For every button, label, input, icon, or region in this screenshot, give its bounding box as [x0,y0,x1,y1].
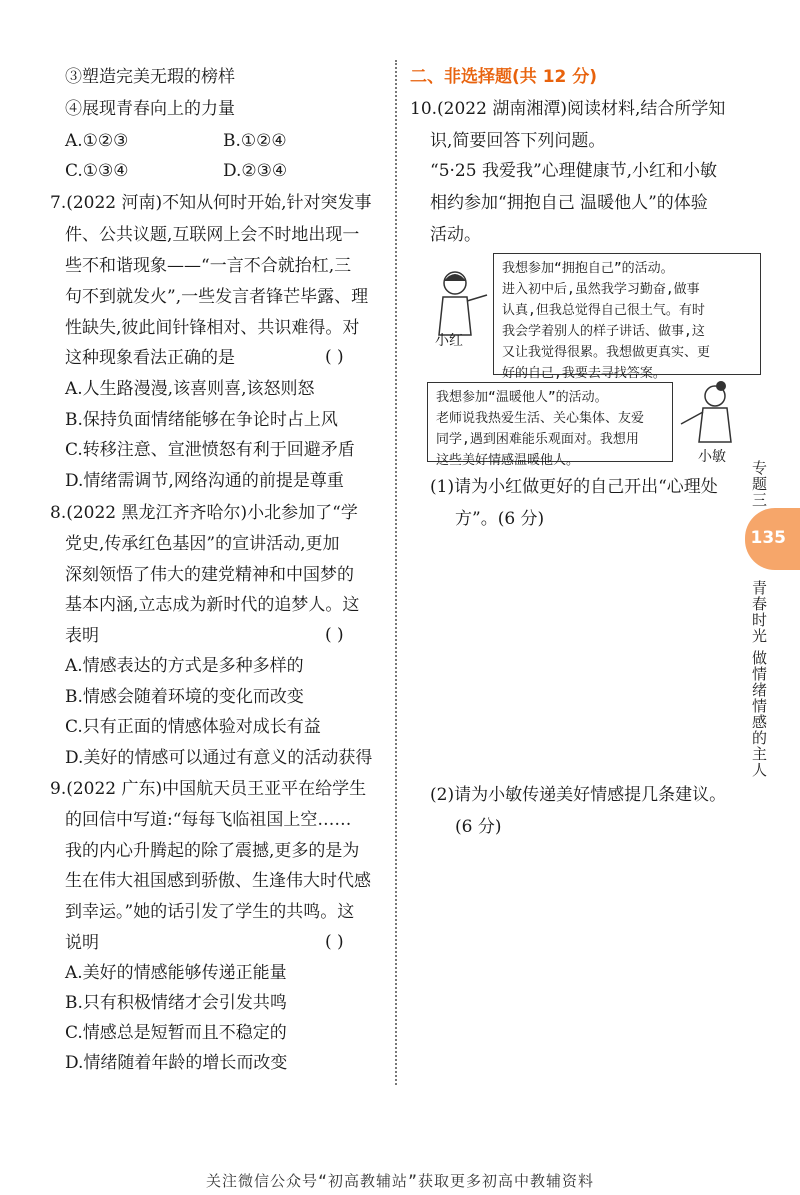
bubble2-line-3: 同学,遇到困难能乐观面对。我想用 [436,432,639,447]
q9-line-6: 说明 [65,933,99,953]
q9-answer-paren: ( ) [325,932,344,952]
bubble1-line-4: 我会学着别人的样子讲话、做事,这 [502,324,705,339]
q10-line-1: 10.(2022 湖南湘潭)阅读材料,结合所学知 [410,99,726,119]
q9-option-b: B.只有积极情绪才会引发共鸣 [65,993,287,1013]
q9-line-2: 的回信中写道:“每每飞临祖国上空…… [65,810,352,830]
q9-line-4: 生在伟大祖国感到骄傲、生逢伟大时代感 [65,871,371,891]
speech-bubble-xiaomin [427,382,673,468]
q7-line-5: 性缺失,彼此间针锋相对、共识难得。对 [65,318,360,338]
q8-line-1: 8.(2022 黑龙江齐齐哈尔)小北参加了“学 [50,503,358,523]
q10-line-4: 相约参加“拥抱自己 温暖他人”的体验 [430,193,708,213]
bubble2-line-2: 老师说我热爱生活、关心集体、友爱 [436,411,645,426]
bubble1-line-5: 又让我觉得很累。我想做更真实、更 [502,345,711,360]
q6-choice-c: C.①③④ [65,161,129,181]
q8-option-c: C.只有正面的情感体验对成长有益 [65,717,321,737]
q10-line-2: 识,简要回答下列问题。 [430,131,606,151]
q8-option-d: D.美好的情感可以通过有意义的活动获得 [65,748,373,768]
footer-note: 关注微信公众号“初高教辅站”获取更多初高中教辅资料 [205,1172,595,1190]
q8-line-2: 党史,传承红色基因”的宣讲活动,更加 [65,534,340,554]
q8-line-3: 深刻领悟了伟大的建党精神和中国梦的 [65,565,354,585]
q10-sub1-line-2: 方”。(6 分) [455,509,545,529]
speech-bubble-xiaohong [493,253,761,381]
q9-option-d: D.情绪随着年龄的增长而改变 [65,1053,288,1073]
xiaomin-figure [675,380,745,450]
q9-option-a: A.美好的情感能够传递正能量 [65,963,287,983]
page-number: 135 [750,528,786,548]
q10-sub2-line-1: (2)请为小敏传递美好情感提几条建议。 [430,785,727,805]
q7-line-4: 句不到就发火”,一些发言者锋芒毕露、理 [65,287,369,307]
q7-line-3: 些不和谐现象——“一言不合就抬杠,三 [65,256,352,276]
q7-answer-paren: ( ) [325,347,344,367]
q7-line-6: 这种现象看法正确的是 [65,348,235,368]
q6-choice-b: B.①②④ [223,131,287,151]
section-title: 二、非选择题(共 12 分) [410,67,598,87]
q6-option-3: ③塑造完美无瑕的榜样 [65,67,235,87]
q9-line-5: 到幸运。”她的话引发了学生的共鸣。这 [65,902,355,922]
q8-answer-paren: ( ) [325,625,344,645]
q8-line-5: 表明 [65,626,99,646]
bubble2-line-1: 我想参加“温暖他人”的活动。 [436,390,608,405]
q6-option-4: ④展现青春向上的力量 [65,99,235,119]
q8-option-b: B.情感会随着环境的变化而改变 [65,687,304,707]
side-theme-label: 青春时光 做情绪情感的主人 [750,580,768,778]
person-label-xiaohong: 小红 [435,333,463,349]
bubble1-line-1: 我想参加“拥抱自己”的活动。 [502,261,674,276]
q10-line-3: “5·25 我爱我”心理健康节,小红和小敏 [430,161,718,181]
q7-option-d: D.情绪需调节,网络沟通的前提是尊重 [65,471,344,491]
bubble2-line-4: 这些美好情感温暖他人。 [436,453,580,468]
q9-line-3: 我的内心升腾起的除了震撼,更多的是为 [65,841,360,861]
bubble1-line-6: 好的自己,我要去寻找答案。 [502,366,666,381]
q9-option-c: C.情感总是短暂而且不稳定的 [65,1023,287,1043]
bubble1-line-2: 进入初中后,虽然我学习勤奋,做事 [502,282,700,297]
q7-option-c: C.转移注意、宣泄愤怒有利于回避矛盾 [65,440,355,460]
person-label-xiaomin: 小敏 [698,449,726,465]
side-topic-label: 专题三 [750,460,768,508]
q9-line-1: 9.(2022 广东)中国航天员王亚平在给学生 [50,779,367,799]
bubble1-line-3: 认真,但我总觉得自己很土气。有时 [502,303,705,318]
q10-sub1-line-1: (1)请为小红做更好的自己开出“心理处 [430,477,718,497]
q10-line-5: 活动。 [430,225,481,245]
q8-option-a: A.情感表达的方式是多种多样的 [65,656,304,676]
q10-sub2-line-2: (6 分) [455,817,502,837]
q6-choice-a: A.①②③ [65,131,129,151]
column-divider [395,60,397,1085]
q6-choice-d: D.②③④ [223,161,288,181]
q7-line-1: 7.(2022 河南)不知从何时开始,针对突发事 [50,193,372,213]
q8-line-4: 基本内涵,立志成为新时代的追梦人。这 [65,595,360,615]
q7-option-b: B.保持负面情绪能够在争论时占上风 [65,410,338,430]
q7-option-a: A.人生路漫漫,该喜则喜,该怒则怒 [65,379,315,399]
q7-line-2: 件、公共议题,互联网上会不时地出现一 [65,225,360,245]
